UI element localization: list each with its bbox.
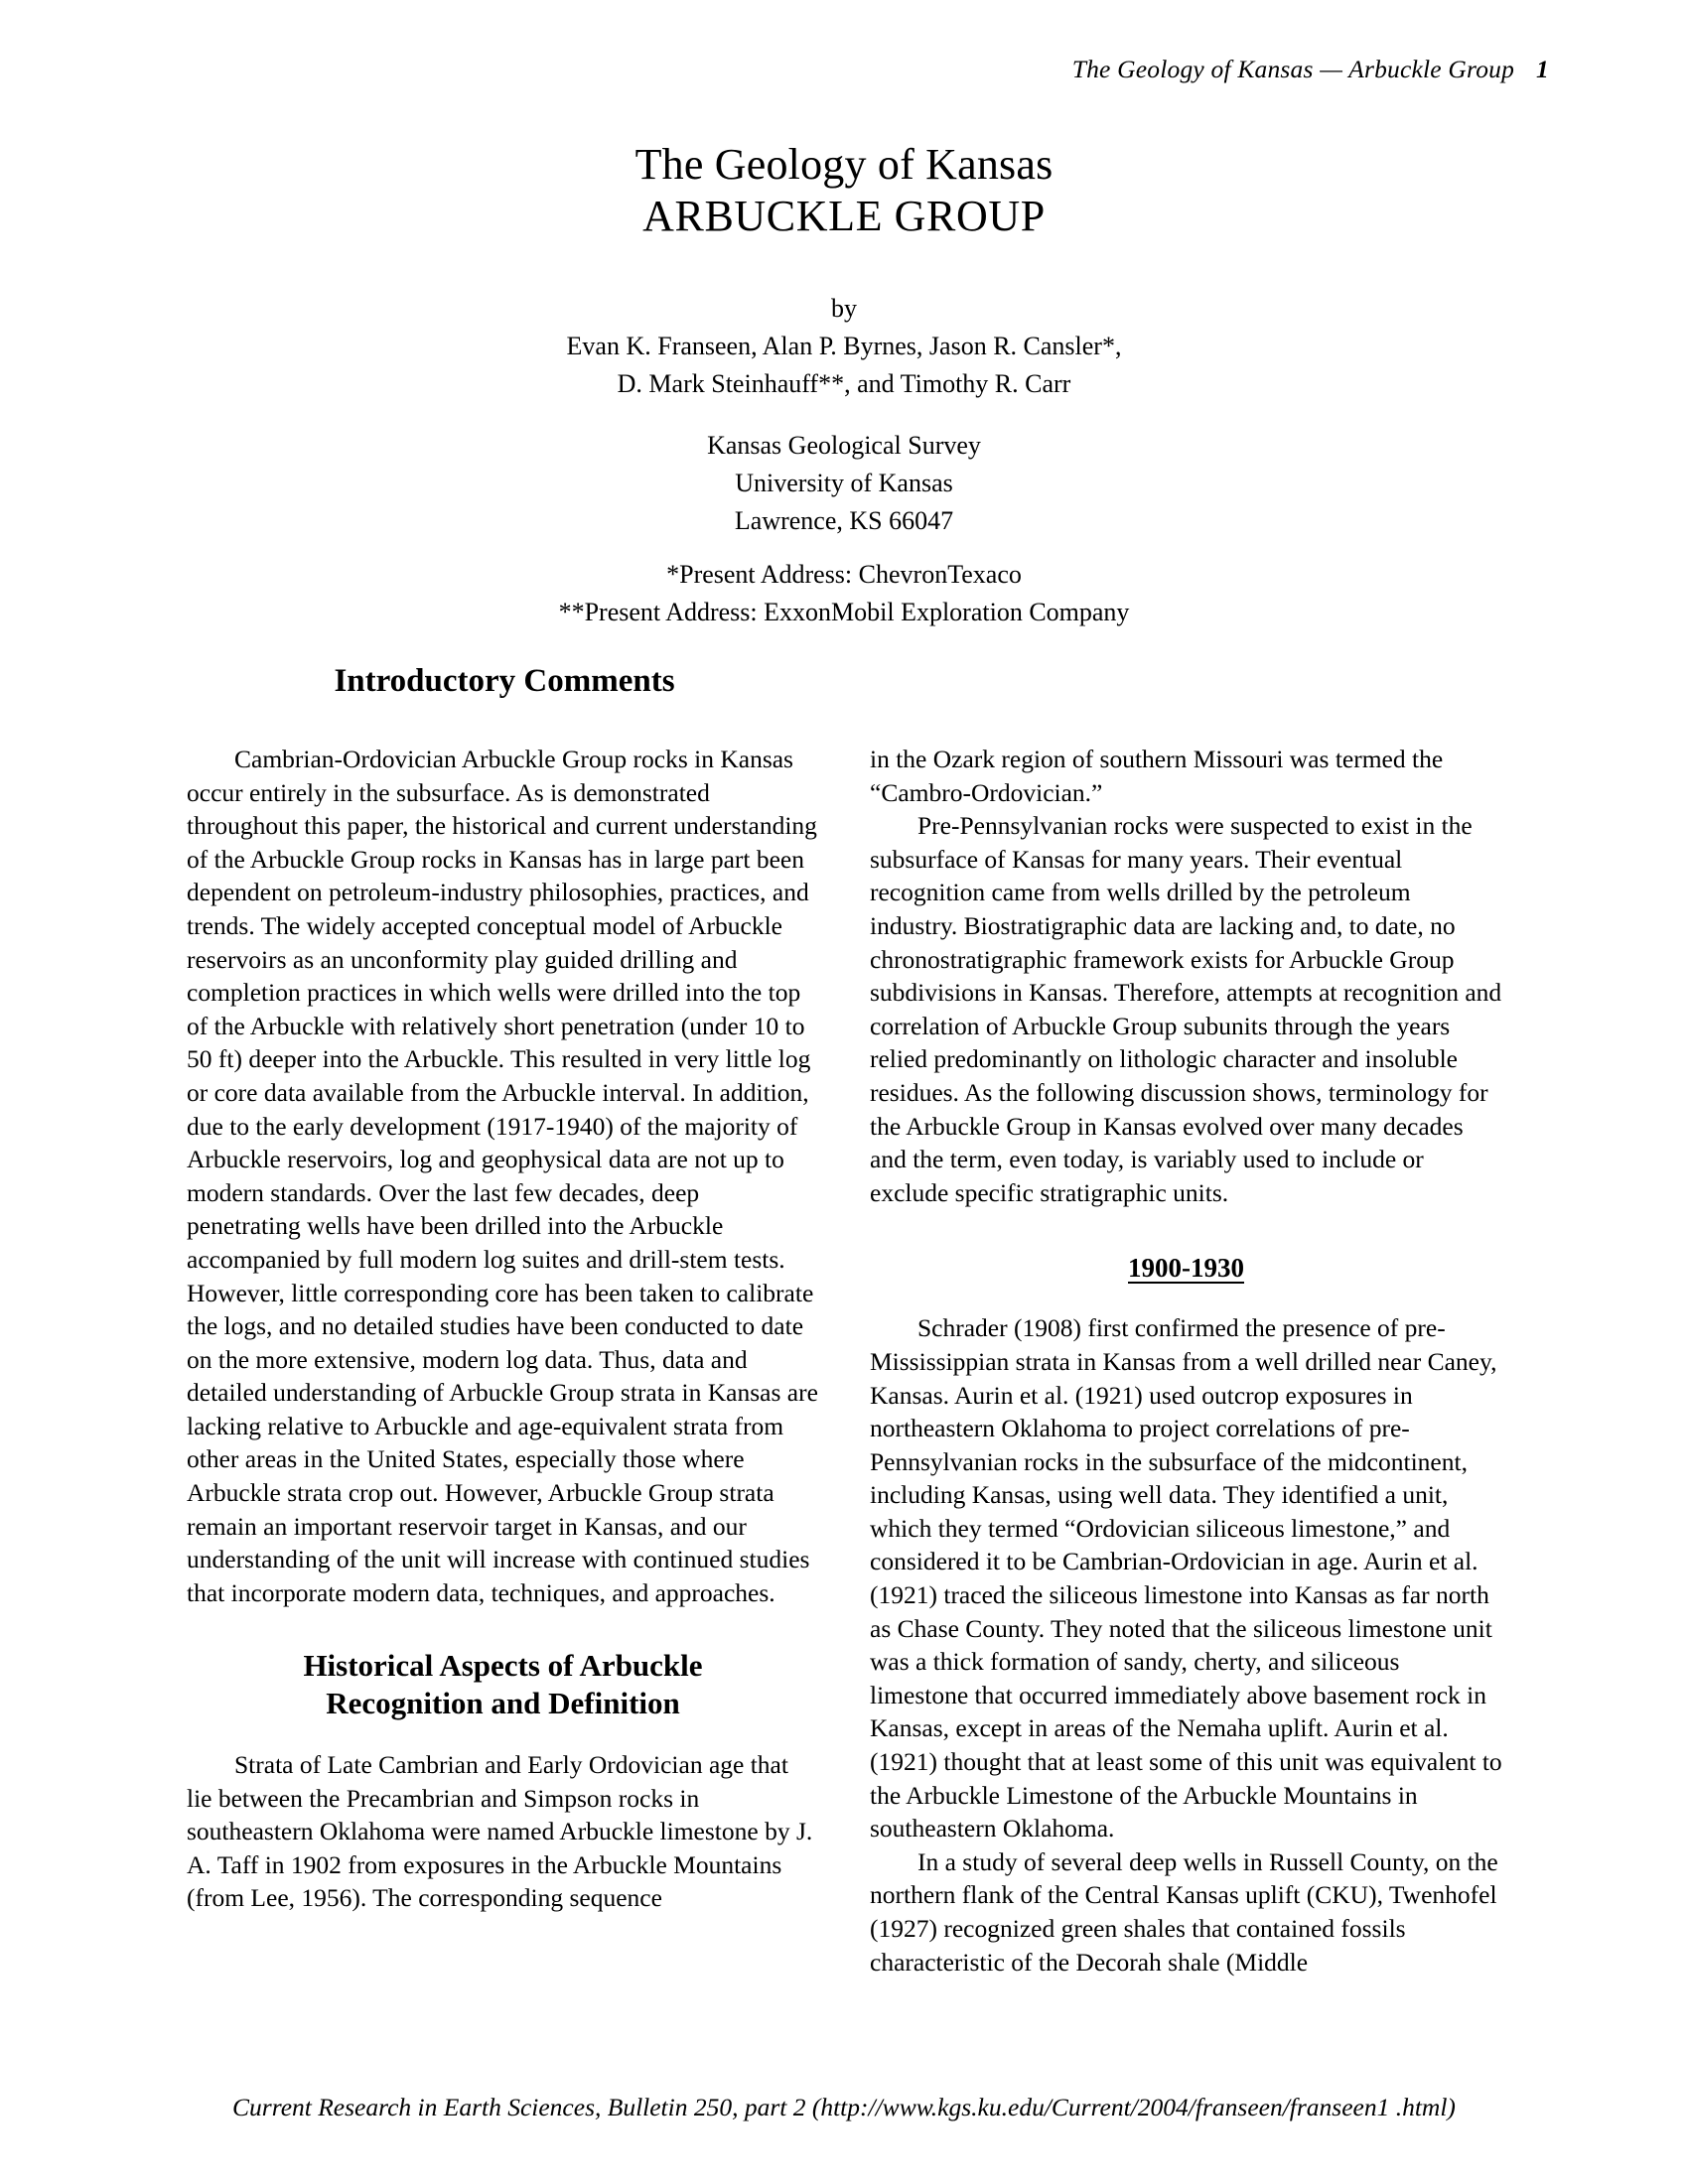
section-heading-introductory-comments: Introductory Comments: [334, 663, 675, 699]
affiliation-organization: Kansas Geological Survey: [707, 431, 981, 460]
present-address-2: **Present Address: ExxonMobil Exploration Company: [558, 598, 1130, 627]
paragraph: Cambrian-Ordovician Arbuckle Group rocks in Kansas occur entirely in the subsurface. As is demonstrated throughout this paper, the historical and current understanding of the Arbuckle Group rocks in Kansas has in large part been dependent on petroleum-industry philosophies, practices, and trends. The widely accepted conceptual model of Arbuckle reservoirs as an unconformity play guided drilling and completion practices in which wells were drilled into the top of the Arbuckle with relatively short penetration (under 10 to 50 ft) deeper into the Arbuckle. This resulted in very little log or core data available from the Arbuckle interval. In addition, due to the early development (1917-1940) of the majority of Arbuckle reservoirs, log and geophysical data are not up to modern standards. Over the last few decades, deep penetrating wells have been drilled into the Arbuckle accompanied by full modern log suites and drill-stem tests. However, little corresponding core has been taken to calibrate the logs, and no detailed studies have been conducted to date on the more extensive, modern log data. Thus, data and detailed understanding of Arbuckle Group strata in Kansas are lacking relative to Arbuckle and age-equivalent strata from other areas in the United States, especially those where Arbuckle strata crop out. However, Arbuckle Group strata remain an important reservoir target in Kansas, and our understanding of the unit will increase with continued studies that incorporate modern data, techniques, and approaches.: [187, 745, 818, 1607]
running-header-title: The Geology of Kansas — Arbuckle Group: [1071, 55, 1515, 83]
affiliation-location: Lawrence, KS 66047: [734, 506, 954, 536]
affiliation-block: [0, 427, 1688, 541]
byline-by-label: by: [831, 294, 857, 323]
paragraph: in the Ozark region of southern Missouri was termed the “Cambro-Ordovician.”: [870, 745, 1444, 807]
title-block: [0, 139, 1688, 242]
running-header: [1072, 55, 1549, 84]
affiliation-institution: University of Kansas: [735, 469, 953, 498]
present-address-block: [0, 556, 1688, 631]
column-right: [870, 743, 1502, 1979]
body-columns: [187, 743, 1502, 2023]
byline-block: [0, 290, 1688, 403]
heading-line-2: Recognition and Definition: [326, 1686, 680, 1721]
author-line-1: Evan K. Franseen, Alan P. Byrnes, Jason R. Cansler*,: [566, 331, 1122, 360]
section-heading-period-1900-1930: 1900-1930: [1128, 1253, 1244, 1284]
heading-line-1: Historical Aspects of Arbuckle: [303, 1648, 703, 1684]
paragraph: Schrader (1908) first confirmed the presence of pre-Mississippian strata in Kansas from a well drilled near Caney, Kansas. Aurin et al. (1921) used outcrop exposures in northeastern Oklahoma to project correlations of pre-Pennsylvanian rocks in the subsurface of the midcontinent, including Kansas, using well data. They identified a unit, which they termed “Ordovician siliceous limestone,” and considered it to be Cambrian-Ordovician in age. Aurin et al. (1921) traced the siliceous limestone into Kansas as far north as Chase County. They noted that the siliceous limestone unit was a thick formation of sandy, cherty, and siliceous limestone that occurred immediately above basement rock in Kansas, except in areas of the Nemaha uplift. Aurin et al. (1921) thought that at least some of this unit was equivalent to the Arbuckle Limestone of the Arbuckle Mountains in southeastern Oklahoma.: [870, 1313, 1502, 1843]
column-left: [187, 743, 819, 1915]
present-address-1: *Present Address: ChevronTexaco: [666, 560, 1022, 589]
section-heading-historical-aspects: [187, 1647, 819, 1722]
author-line-2: D. Mark Steinhauff**, and Timothy R. Carr: [617, 368, 1071, 398]
paragraph: In a study of several deep wells in Russell County, on the northern flank of the Central Kansas uplift (CKU), Twenhofel (1927) recognized green shales that contained fossils characteristic of the Decorah shale (Middle: [870, 1846, 1498, 1977]
page-footer-citation: Current Research in Earth Sciences, Bulletin 250, part 2 (http://www.kgs.ku.edu/Current/2004/franseen/franseen1 .html): [232, 2093, 1456, 2121]
page-number: 1: [1536, 55, 1549, 83]
document-title-line1: The Geology of Kansas: [634, 140, 1054, 189]
document-title-line2: ARBUCKLE GROUP: [642, 191, 1046, 240]
paragraph: Strata of Late Cambrian and Early Ordovician age that lie between the Precambrian and Simpson rocks in southeastern Oklahoma were named Arbuckle limestone by J. A. Taff in 1902 from exposures in the Arbuckle Mountains (from Lee, 1956). The corresponding sequence: [187, 1750, 813, 1913]
paragraph: Pre-Pennsylvanian rocks were suspected to exist in the subsurface of Kansas for many years. Their eventual recognition came from wells drilled by the petroleum industry. Biostratigraphic data are lacking and, to date, no chronostratigraphic framework exists for Arbuckle Group subdivisions in Kansas. Therefore, attempts at recognition and correlation of Arbuckle Group subunits through the years relied predominantly on lithologic character and insoluble residues. As the following discussion shows, terminology for the Arbuckle Group in Kansas evolved over many decades and the term, even today, is variably used to include or exclude specific stratigraphic units.: [870, 811, 1502, 1207]
